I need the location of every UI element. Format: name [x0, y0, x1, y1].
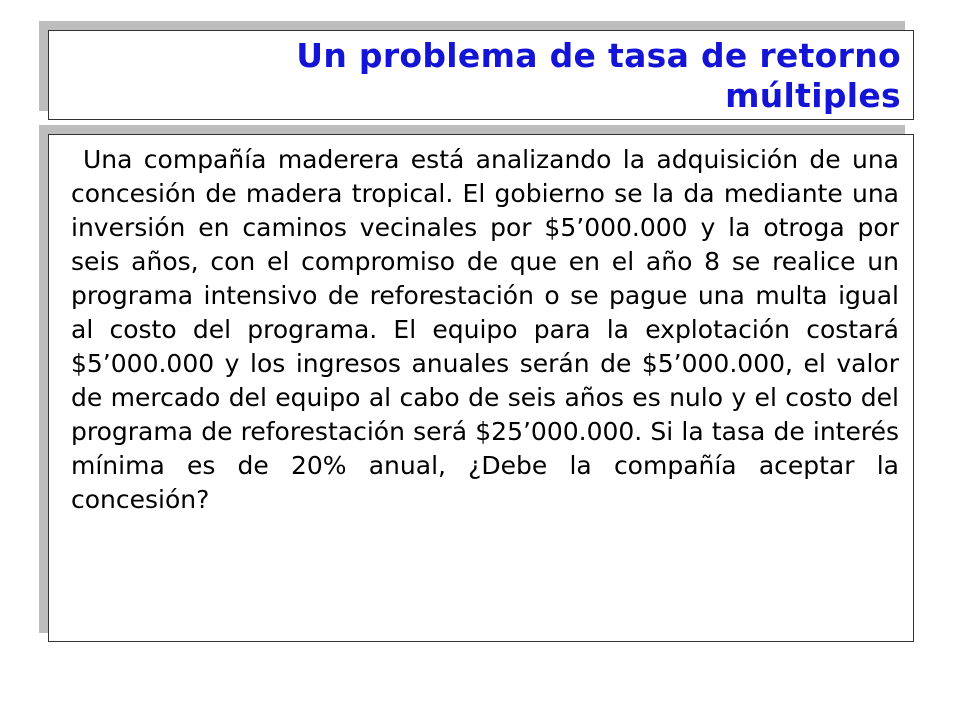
problem-statement: Una compañía maderera está analizando la adquisición de una concesión de madera tropical. El gobierno se la da mediante una inversión en caminos vecinales por $5’000.000 y la otroga por seis años, con el compromiso de que en el año 8 se realice un programa intensivo de reforestación o se pague una multa igual al costo del programa. El equipo para la explotación costará $5’000.000 y los ingresos anuales serán de $5’000.000, el valor de mercado del equipo al cabo de seis años es nulo y el costo del programa de reforestación será $25’000.000. Si la tasa de interés mínima es de 20% anual, ¿Debe la compañía aceptar la concesión? [71, 145, 899, 514]
title-box [48, 30, 914, 120]
body-box [48, 134, 914, 642]
slide-title: Un problema de tasa de retorno múltiples [296, 36, 901, 115]
